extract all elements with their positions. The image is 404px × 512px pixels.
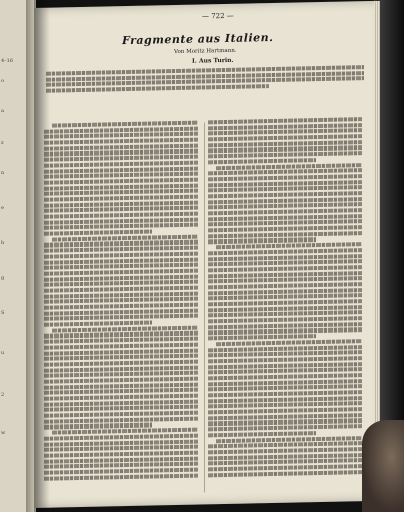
left-page-fragment: a (1, 108, 4, 114)
left-page-fragment: 2 (1, 392, 5, 398)
left-page-fragment: n (1, 170, 5, 176)
summary-block (46, 65, 364, 94)
left-page-fragment: S (1, 310, 5, 316)
left-page-fragment: u (1, 350, 5, 356)
book-page (34, 1, 376, 508)
left-page-fragment: o (1, 78, 5, 84)
article-author: Von Moritz Hartmann. (174, 47, 237, 56)
column-divider (204, 122, 205, 492)
left-page-fragment: 4–16 (1, 58, 14, 64)
text-column-right (208, 117, 362, 479)
section-heading: I. Aus Turin. (192, 56, 234, 65)
fold-shadow (34, 0, 50, 512)
text-column-left (44, 121, 198, 483)
left-page-fragment: e (1, 205, 4, 211)
left-page-fragment: g (1, 275, 5, 281)
page-number: — 722 — (202, 11, 234, 21)
thumb (362, 420, 404, 512)
left-page-fragment: w (1, 430, 6, 436)
left-page-fragment: z (1, 140, 4, 146)
article-title: Fragmente aus Italien. (122, 30, 274, 48)
left-page-fragment: h (1, 240, 5, 246)
